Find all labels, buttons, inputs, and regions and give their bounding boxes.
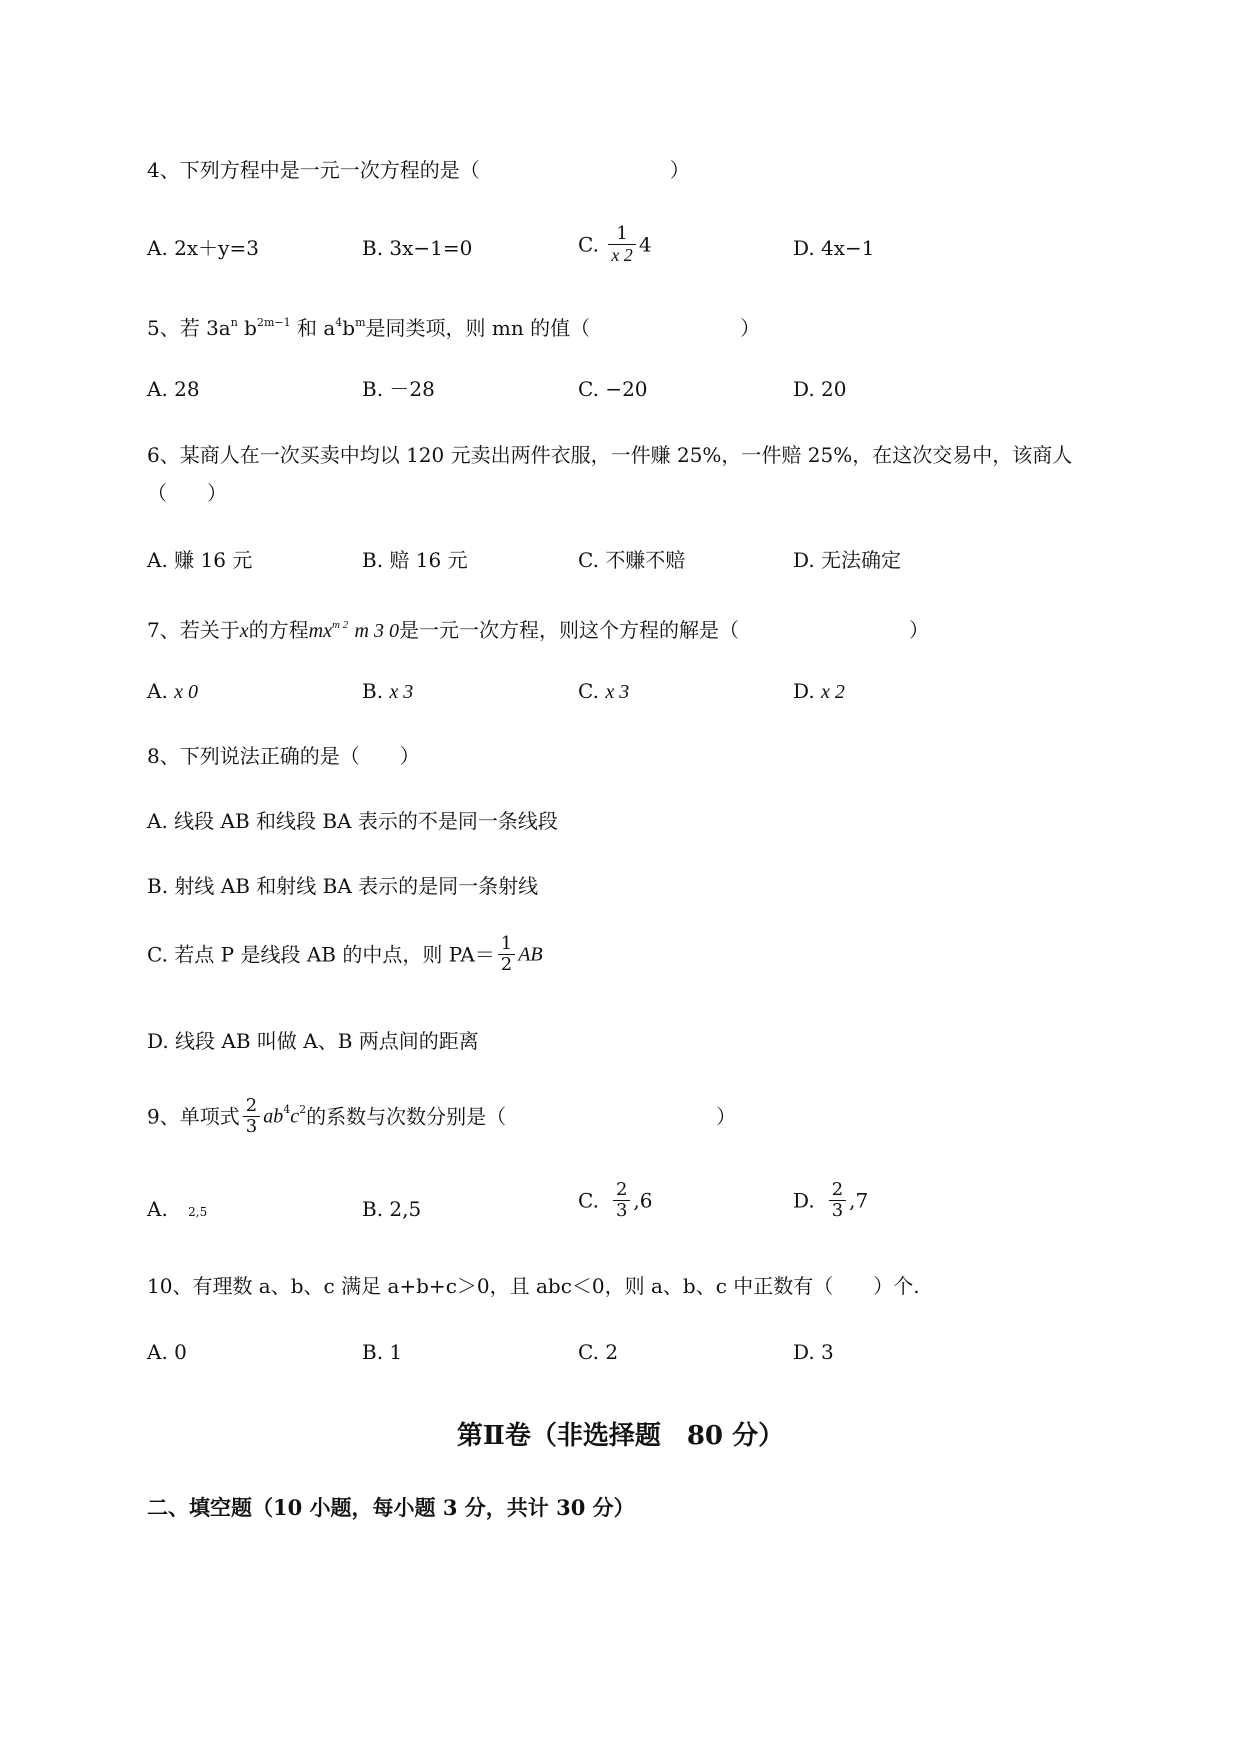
q7-option-c: C. x 3 <box>578 679 630 703</box>
question-8-stem: 8、下列说法正确的是（ ） <box>147 744 420 768</box>
question-7-stem: 7、若关于x的方程$mx^{m 2}$ m 3 0是一元一次方程，则这个方程的解是（ ） <box>147 618 929 642</box>
q9-option-d: D. $\frac{2}{3}$ ,7 <box>793 1179 869 1221</box>
q9-option-c-fraction: $\frac{2}{3}$ <box>613 1180 630 1221</box>
q10-option-d: D. 3 <box>793 1340 834 1364</box>
q6-option-d: D. 无法确定 <box>793 548 902 572</box>
q9-option-b: B. 2,5 <box>362 1197 422 1221</box>
q8-option-d: D. 线段 AB 叫做 A、B 两点间的距离 <box>147 1029 479 1053</box>
section-2-heading: 二、填空题（10 小题，每小题 3 分，共计 30 分） <box>147 1495 635 1520</box>
q7-option-a: A. x 0 <box>147 679 199 703</box>
q8-fraction-half: $\frac{1}{2}$ <box>498 934 515 975</box>
q6-option-a: A. 赚 16 元 <box>147 548 253 572</box>
q9-option-a: A. 2,5 <box>147 1197 208 1221</box>
q10-option-c: C. 2 <box>578 1340 619 1364</box>
q8-option-b: B. 射线 AB 和射线 BA 表示的是同一条射线 <box>147 874 539 898</box>
q8-option-c: C. 若点 P 是线段 AB 的中点，则 PA＝ $\frac{1}{2}$ AB <box>147 933 543 975</box>
q8-option-a: A. 线段 AB 和线段 BA 表示的不是同一条线段 <box>147 809 558 833</box>
q9-option-d-fraction: $\frac{2}{3}$ <box>829 1180 846 1221</box>
q10-option-b: B. 1 <box>362 1340 403 1364</box>
q5-option-c: C. −20 <box>578 377 648 401</box>
q9-option-c: C. $\frac{2}{3}$ ,6 <box>578 1179 653 1221</box>
q7-option-d: D. x 2 <box>793 679 845 703</box>
q9-fraction: $\frac{2}{3}$ <box>243 1096 260 1137</box>
q4-option-c-fraction: $\frac{1}{x 2}$ <box>608 224 636 265</box>
q5-option-a: A. 28 <box>147 377 200 401</box>
question-4-stem: 4、下列方程中是一元一次方程的是（ ） <box>147 158 690 182</box>
question-6-stem: 6、某商人在一次买卖中均以 120 元卖出两件衣服，一件赚 25%，一件赔 25%，在这次交易中，该商人 <box>147 443 1073 467</box>
question-9-stem: 9、单项式 $\frac{2}{3}$ $ab^4c^2$的系数与次数分别是（ ） <box>147 1095 737 1137</box>
q7-option-b: B. x 3 <box>362 679 414 703</box>
q5-option-d: D. 20 <box>793 377 847 401</box>
q4-option-a: A. 2x＋y=3 <box>147 236 259 260</box>
q4-option-c: C. $\frac{1}{x 2}$ 4 <box>578 223 652 265</box>
question-10-stem: 10、有理数 a、b、c 满足 a+b+c＞0，且 abc＜0，则 a、b、c 中正数有（ ）个. <box>147 1274 920 1298</box>
question-5-stem: 5、若 $3a^n$ $b^{2m-1}$ 和 $a^4b^m$是同类项，则 mn 的值（ ） <box>147 316 761 340</box>
q4-option-d: D. 4x−1 <box>793 236 875 260</box>
q5-option-b: B. －28 <box>362 377 435 401</box>
q6-option-b: B. 赔 16 元 <box>362 548 468 572</box>
q6-option-c: C. 不赚不赔 <box>578 548 686 572</box>
q10-option-a: A. 0 <box>147 1340 187 1364</box>
q4-option-b: B. 3x−1=0 <box>362 236 473 260</box>
question-6-stem-cont: （ ） <box>147 481 227 505</box>
part-2-title: 第Ⅱ卷（非选择题 80 分） <box>456 1421 785 1451</box>
